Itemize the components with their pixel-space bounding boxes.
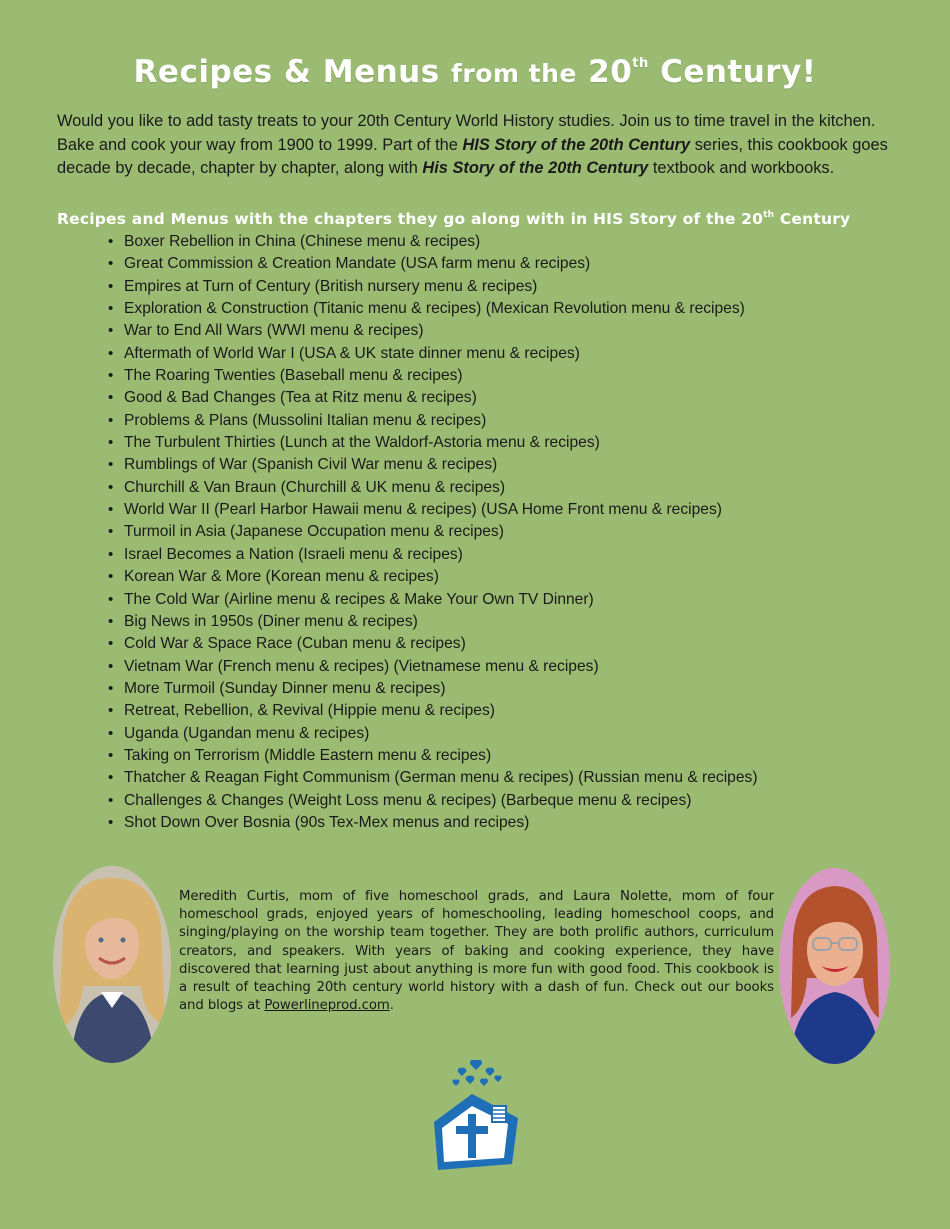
bullet-icon: •: [108, 233, 114, 250]
chapter-label: Good & Bad Changes (Tea at Ritz menu & recipes): [124, 389, 477, 407]
chapter-label: Uganda (Ugandan menu & recipes): [124, 724, 370, 742]
title-main: Recipes & Menus: [133, 54, 440, 90]
chapter-item: [108, 432, 888, 454]
intro-series-title-1: HIS Story of the 20th Century: [462, 135, 691, 154]
bullet-icon: •: [108, 300, 114, 318]
bullet-icon: •: [108, 746, 114, 764]
list-heading-sup: th: [763, 210, 775, 220]
chapter-label: Challenges & Changes (Weight Loss menu & recipes) (Barbeque menu & recipes): [124, 791, 692, 809]
intro-text-2: series, this cookbook goes decade by decade, chapter by chapter, along with: [57, 135, 888, 177]
chapter-item: [108, 544, 888, 566]
bullet-icon: •: [108, 255, 114, 273]
chapter-item: [108, 812, 888, 834]
chapter-list: [108, 231, 888, 834]
chapter-label: The Turbulent Thirties (Lunch at the Waldorf-Astoria menu & recipes): [124, 434, 600, 452]
chapter-label: Problems & Plans (Mussolini Italian menu & recipes): [124, 411, 487, 429]
intro-text-3: textbook and workbooks.: [648, 159, 835, 177]
bullet-icon: •: [108, 322, 114, 340]
chapter-item: [108, 477, 888, 499]
list-heading-text: Recipes and Menus with the chapters they go along with in HIS Story of the 20: [57, 210, 764, 228]
chapter-label: Korean War & More (Korean menu & recipes): [124, 568, 439, 586]
chapter-item: [108, 454, 888, 476]
chapter-label: Cold War & Space Race (Cuban menu & recipes): [124, 635, 466, 653]
chapter-label: Israel Becomes a Nation (Israeli menu & recipes): [124, 545, 463, 563]
bullet-icon: •: [108, 791, 114, 809]
author-photo-meredith: [53, 866, 171, 1063]
chapter-label: The Cold War (Airline menu & recipes & Make Your Own TV Dinner): [124, 590, 594, 608]
chapter-item: [108, 589, 888, 611]
bullet-icon: •: [108, 478, 114, 496]
chapter-item: [108, 633, 888, 655]
bullet-icon: •: [108, 344, 114, 362]
chapter-item: [108, 745, 888, 767]
chapter-item: [108, 678, 888, 700]
chapter-item: [108, 566, 888, 588]
bio-end: .: [389, 998, 394, 1014]
chapter-item: [108, 410, 888, 432]
chapter-item: [108, 723, 888, 745]
bullet-icon: •: [108, 411, 114, 429]
bullet-icon: •: [108, 389, 114, 407]
chapter-label: Churchill & Van Braun (Churchill & UK menu & recipes): [124, 478, 506, 496]
website-link[interactable]: Powerlineprod.com: [264, 998, 390, 1014]
page-title: [0, 54, 950, 90]
bullet-icon: •: [108, 679, 114, 697]
bullet-icon: •: [108, 702, 114, 720]
title-from: from the: [451, 59, 577, 88]
authors-bio: [179, 888, 774, 1015]
bullet-icon: •: [108, 367, 114, 385]
chapter-item: [108, 387, 888, 409]
chapter-item: [108, 521, 888, 543]
title-sup: th: [632, 56, 649, 71]
chapter-label: Great Commission & Creation Mandate (USA farm menu & recipes): [124, 255, 591, 273]
chapter-label: The Roaring Twenties (Baseball menu & recipes): [124, 367, 463, 385]
chapter-label: Turmoil in Asia (Japanese Occupation menu & recipes): [124, 523, 504, 541]
chapter-item: [108, 790, 888, 812]
bullet-icon: •: [108, 434, 114, 452]
chapter-item: [108, 276, 888, 298]
chapter-item: [108, 700, 888, 722]
chapter-label: Exploration & Construction (Titanic menu & recipes) (Mexican Revolution menu & recipes): [124, 300, 745, 318]
intro-text-1: Would you like to add tasty treats to your 20th Century World History studies. Join us to time travel in the kitchen. Bake and cook your way from 1900 to 1999. Part of the: [57, 112, 876, 154]
bullet-icon: •: [108, 635, 114, 653]
bullet-icon: •: [108, 590, 114, 608]
chapter-label: Empires at Turn of Century (British nursery menu & recipes): [124, 277, 538, 295]
chapter-label: Aftermath of World War I (USA & UK state dinner menu & recipes): [124, 344, 580, 362]
chapter-item: [108, 253, 888, 275]
intro-paragraph: [57, 110, 897, 181]
chapter-item: [108, 365, 888, 387]
title-number: 20: [588, 54, 633, 90]
list-heading-end: Century: [774, 210, 851, 228]
bullet-icon: •: [108, 657, 114, 675]
chapter-item: [108, 499, 888, 521]
bullet-icon: •: [108, 277, 114, 295]
author-photo-laura: [779, 868, 890, 1064]
chapter-item: [108, 298, 888, 320]
intro-series-title-2: His Story of the 20th Century: [422, 159, 649, 177]
chapter-item: [108, 767, 888, 789]
bullet-icon: •: [108, 523, 114, 541]
chapter-list-heading: [57, 210, 897, 228]
chapter-label: Boxer Rebellion in China (Chinese menu & recipes): [124, 233, 481, 250]
bullet-icon: •: [108, 612, 114, 630]
bullet-icon: •: [108, 769, 114, 787]
chapter-label: Vietnam War (French menu & recipes) (Vietnamese menu & recipes): [124, 657, 599, 675]
bullet-icon: •: [108, 545, 114, 563]
chapter-label: Retreat, Rebellion, & Revival (Hippie menu & recipes): [124, 702, 495, 720]
chapter-item: [108, 656, 888, 678]
bullet-icon: •: [108, 501, 114, 519]
chapter-label: World War II (Pearl Harbor Hawaii menu & recipes) (USA Home Front menu & recipes): [124, 501, 722, 519]
house-logo-icon: [424, 1060, 524, 1175]
chapter-label: Thatcher & Reagan Fight Communism (German menu & recipes) (Russian menu & recipes): [124, 769, 758, 787]
chapter-label: Taking on Terrorism (Middle Eastern menu & recipes): [124, 746, 492, 764]
bullet-icon: •: [108, 568, 114, 586]
chapter-label: More Turmoil (Sunday Dinner menu & recipes): [124, 679, 446, 697]
chapter-item: [108, 611, 888, 633]
chapter-label: Shot Down Over Bosnia (90s Tex-Mex menus and recipes): [124, 813, 530, 831]
bullet-icon: •: [108, 813, 114, 831]
bullet-icon: •: [108, 456, 114, 474]
bullet-icon: •: [108, 724, 114, 742]
chapter-label: Rumblings of War (Spanish Civil War menu & recipes): [124, 456, 498, 474]
title-century: Century!: [660, 54, 817, 90]
chapter-label: War to End All Wars (WWI menu & recipes): [124, 322, 424, 340]
bio-text: Meredith Curtis, mom of five homeschool grads, and Laura Nolette, mom of four homeschool grads, enjoyed years of homeschooling, leading homeschool coops, and singing/playing on the worship team together. They are both prolific authors, curriculum creators, and speakers. With years of baking and cooking experience, they have discovered that learning just about anything is more fun with good food. This cookbook is a result of teaching 20th century world history with a dash of fun. Check out our books and blogs at: [179, 889, 774, 1014]
chapter-item: [108, 343, 888, 365]
chapter-label: Big News in 1950s (Diner menu & recipes): [124, 612, 418, 630]
chapter-item: [108, 231, 888, 253]
chapter-item: [108, 320, 888, 342]
